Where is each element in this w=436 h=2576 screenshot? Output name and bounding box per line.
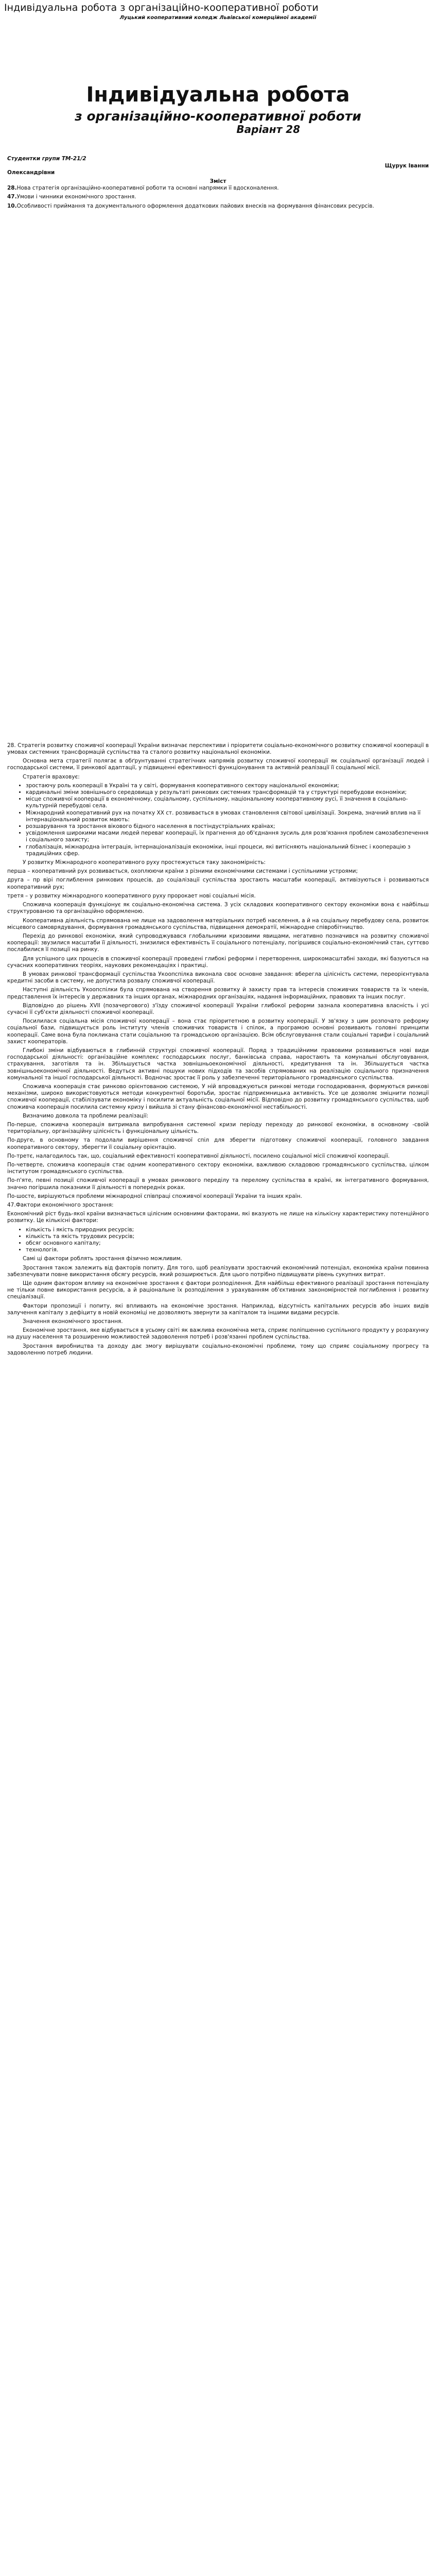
paragraph: Економічний ріст будь-якої країни визначається цілісним основними факторами, які вказують не лише на кількісну характеристику потенційного розвитку. Це кількісні фактори: — [7, 1211, 429, 1224]
paragraph: Основна мета стратегії полягає в обґрунтуванні стратегічних напрямів розвитку споживчої кооперації як соціальної організації людей і господарської системи, її ринкової адаптації, у підвищенні ефективності функціонування та активній реалізації її соціальної місії. — [7, 758, 429, 771]
paragraph: Ще одним фактором впливу на економічне зростання є фактори розподілення. Для найбільш ефективного реалізації зростання потенціалу не тільки повне використання ресурсів, а й раціональне їх розподілення з урахуванням об'єктивних закономірностей поглиблення і розвитку спеціалізації. — [7, 1280, 429, 1300]
list-item: • розшарування та зростання вікового бідного населення в постіндустріальних країнах; — [26, 823, 429, 830]
paragraph: По-друге, в основному та подолали вирішення споживчої спіл для зберегти підготовку споживчої кооперації, головного завдання кооперативного сектору, зберегти її соціальну орієнтацію. — [7, 1137, 429, 1150]
contents-number: 10. — [7, 202, 17, 209]
paragraph: Стратегія враховує: — [23, 773, 80, 780]
page-break-space — [7, 212, 429, 742]
paragraph: Перехід до ринкової економіки, який супроводжувався глобальними кризовими явищами, негативно позначився на розвитку споживчої кооперації: звузилися масштаби її діяльності, знизилися ефективність її соціального потенціалу, погіршився соціально-економічний стан, суттєво послабилися її позиції на ринку. — [7, 933, 429, 953]
paragraph: друга – пр вірі поглиблення ринкових процесів, до соціалізації суспільства зростають масштаби кооперації, активізуються і розвиваються кооперативний рух; — [7, 877, 429, 890]
college-name: Луцький кооперативний коледж Львівської комерційної академії — [119, 15, 317, 21]
list-item: • глобалізація, міжнародна інтеграція, інтернаціоналізація економіки, інші процеси, які витісняють національний бізнес і кооперацію з традиційних сфер. — [26, 844, 429, 857]
paragraph: По-перше, споживча кооперація витримала випробування системної кризи періоду переходу до ринкової економіки, в основному -своїй територіальну, організаційну цілісність і функціональну цільність. — [7, 1121, 429, 1135]
paragraph: По-третє, налагодилось так, що, соціальний ефективності кооперативної діяльності, посилено соціальної місії споживчої кооперації. — [7, 1153, 390, 1159]
contents-text: Умови і чинники економічного зростання. — [16, 194, 136, 200]
list-item: • зростаючу роль кооперації в Україні та у світі, формування кооперативного сектору національної економіки; — [26, 783, 429, 789]
list-item: • Міжнародний кооперативний рух на початку XX ст. розвивається в умовах становлення світової цивілізації. Зокрема, значний вплив на її інтернаціональний розвиток мають: — [26, 810, 429, 823]
paragraph: Споживча кооперація функціонує як соціально-економічна система. З усіх складових кооперативного сектору економіки вона є найбільш структурованою та організаційно оформленою. — [7, 902, 429, 915]
paragraph: Фактори пропозиції і попиту, які впливають на економічне зростання. Наприклад, відсутність капітальних ресурсів або інших видів залучення капіталу з дефіциту в новій економіці не дозволяють звернути за капіталом та іншими видами ресурсів. — [7, 1302, 429, 1316]
paragraph: Зростання також залежить від факторів попиту. Для того, щоб реалізувати зростаючий економічний потенціал, економіка країни повинна забезпечувати повне використання обсягу ресурсів, який розширюється. Для цього потрібно підвищувати рівень сукупних витрат. — [7, 1264, 429, 1278]
paragraph: В умовах ринкової трансформації суспільства Укоопспілка виконала своє основне завдання: вберегла цілісність системи, переорієнтувала кредитні засоби в систему, не допустила розвалу споживчої кооперації. — [7, 971, 429, 985]
paragraph: Кооперативна діяльність спрямована не лише на задоволення матеріальних потреб населення, а й на соціальну перебудову села, розвиток місцевого самоврядування, формування громадянського суспільства, підвищення демократії, міжнародне співробітництво. — [7, 917, 429, 930]
paragraph: Глибокі зміни відбуваються в глибинній структурі споживчої кооперації. Поряд з традиційними правовими розвиваються нові види господарської діяльності: організаційне комплекс господарських послуг, банківська справа, наростають та комунальні обслуговування, страхування, заготівля та ін. Збільшується частка зовнішньоекономічної діяльності, кредитування та ін. Збільшується частка зовнішньоекономічної діяльності. Ведуться активні пошуки нових підходів та засобів спрямованих на реалізацію соціального призначення комунальної та іншої господарської діяльності. Водночас зростає її роль у забезпеченні територіального громадянського суспільства. — [7, 1047, 429, 1081]
paragraph: третя – у розвитку міжнародного кооперативного руху пророкает нові соціальні місія. — [7, 892, 256, 899]
paragraph: Значення економічного зростання. — [23, 1318, 123, 1325]
cover-variant: Варіант 28 — [236, 123, 300, 136]
cover-subtitle: з організаційно-кооперативної роботи — [75, 109, 361, 124]
contents-text: Особливості приймання та документального оформлення додаткових пайових внесків на формування фінансових ресурсів. — [16, 202, 374, 209]
list-item: • кількість і якість природних ресурсів; — [26, 1227, 429, 1233]
paragraph: Для успішного цих процесів в споживчої кооперації проведені глибокі реформи і перетворення, широкомасштабні заходи, які базуються на сучасних кооперативних теоріях, наукових рекомендаціях і практиці. — [7, 955, 429, 969]
bullet-list — [7, 1227, 429, 1254]
list-item: • обсяг основного капіталу; — [26, 1240, 429, 1247]
contents-item — [7, 203, 429, 210]
paragraph: Наступні діяльність Укоопспілки була спрямована на створення розвитку й захисту прав та інтересів споживчих товариств та їх членів, представлення їх інтересів у державних та інших органах, міжнародних організаціях, надання інформаційних, правових та інших послуг. — [7, 987, 429, 1000]
paragraph: По-четверте, споживча кооперація стає одним кооперативного сектору економіки, важливою складовою громадянського суспільства, цілком інститутом громадянського суспільства. — [7, 1162, 429, 1175]
list-item: • місце споживчої кооперації в економічному, соціальному, суспільному, національному кооперативному русі, її значення в соціально-культурній перебудові села. — [26, 796, 429, 809]
cover-title: Індивідуальна робота — [86, 83, 350, 107]
list-item: • технологія. — [26, 1247, 429, 1253]
contents-item — [7, 185, 429, 192]
paragraph: Зростання виробництва та доходу дає змогу вирішувати соціально-економічні проблеми, тому що сприяє соціальному прогресу та задоволенню потреб людини. — [7, 1343, 429, 1356]
paragraph: перша – кооперативний рух розвивається, охоплюючи країни з різними економічними системами і суспільними устроями; — [7, 868, 358, 875]
paragraph: У розвитку Міжнародного кооперативного руху простежується таку закономірність: — [23, 859, 266, 866]
section-heading: 47.Фактори економічного зростання: — [7, 1202, 114, 1209]
contents-item — [7, 194, 429, 200]
paragraph: Споживча кооперація стає ринково орієнтованою системою, У ній впроваджуються ринкові методи господарювання, формуються ринкові механізми, широко використовуються методи конкурентної боротьби, зростає підприємницька активність. Усе це дозволяє зміцнити позиції споживчої кооперації, стабілізувати економіку і посилити актуальність соціальної місії. Відповідно до розвитку громадянського суспільства, щоб споживча кооперація посилила системну кризу і вийшла зі стану фінансово-економічної нестабільності. — [7, 1083, 429, 1110]
bullet-list — [7, 783, 429, 857]
contents-heading: Зміст — [210, 178, 226, 185]
document-body — [0, 14, 436, 1357]
paragraph: Визначимо довкола та проблеми реалізації: — [23, 1112, 149, 1119]
contents-number: 28. — [7, 185, 17, 192]
list-item: • кардинальні зміни зовнішнього середовища у результаті ринкових системних трансформацій та у структурі перебудови економіки; — [26, 789, 429, 796]
paragraph: Відповідно до рішень XVII (позачергового) з'їзду споживчої кооперації України глибокої реформи зазнала кооперативна власність і усі сучасні її суб'єкти діяльності споживчої кооперації. — [7, 1002, 429, 1015]
list-item: • кількість та якість трудових ресурсів; — [26, 1233, 429, 1240]
contents-text: Нова стратегія організаційно-кооперативної роботи та основні напрямки її вдосконалення. — [16, 185, 279, 192]
paragraph: Економічне зростання, яке відбувається в усьому світі як важлива економічна мета, сприяє поліпшенню суспільного продукту у розрахунку на душу населення та розширенню можливостей задоволення потреб і розв'язанні проблем суспільства. — [7, 1327, 429, 1341]
student-name: Олександрівни — [7, 169, 55, 176]
paragraph: Посилилася соціальна місія споживчої кооперації – вона стає пріоритетною в розвитку кооперації. У зв'язку з цим розпочато реформу соціальної бази, підвищується роль інституту членів споживчих товариств і спілок, а програмою основні розвивають головні принципи кооперації. Саме вона була покликана стати соціальною та громадською організацією. Всім обслуговування стали соціальні тарифи і соціальний захист кооператорів. — [7, 1018, 429, 1045]
paragraph: По-п'яте, певні позиції споживчої кооперації в умовах ринкового переділу та перелому суспільства в країні, як інтегративного формування, значно погіршила показники її діяльності в попередніх роках. — [7, 1177, 429, 1191]
student-group: Студентки групи ТМ-21/2 — [7, 156, 86, 162]
paragraph: Самі ці фактори роблять зростання фізично можливим. — [23, 1256, 182, 1262]
paragraph: 28. Стратегія розвитку споживчої кооперації України визначає перспективи і пріоритети соціально-економічного розвитку споживчої кооперації в умовах системних трансформацій суспільства та сталого розвитку національної економіки. — [7, 742, 429, 756]
contents-number: 47. — [7, 194, 17, 200]
page-title: Індивідуальна робота з організаційно-кооперативної роботи — [4, 2, 319, 13]
paragraph: По-шосте, вирішуються проблеми міжнародної співпраці споживчої кооперації України та інших країн. — [7, 1193, 302, 1199]
student-surname: Щурук Іванни — [385, 162, 429, 169]
list-item: • усвідомлення широкими масами людей переваг кооперації, їх прагнення до об'єднання зусиль для розв'язання проблем самозабезпечення і соціального захисту; — [26, 830, 429, 843]
